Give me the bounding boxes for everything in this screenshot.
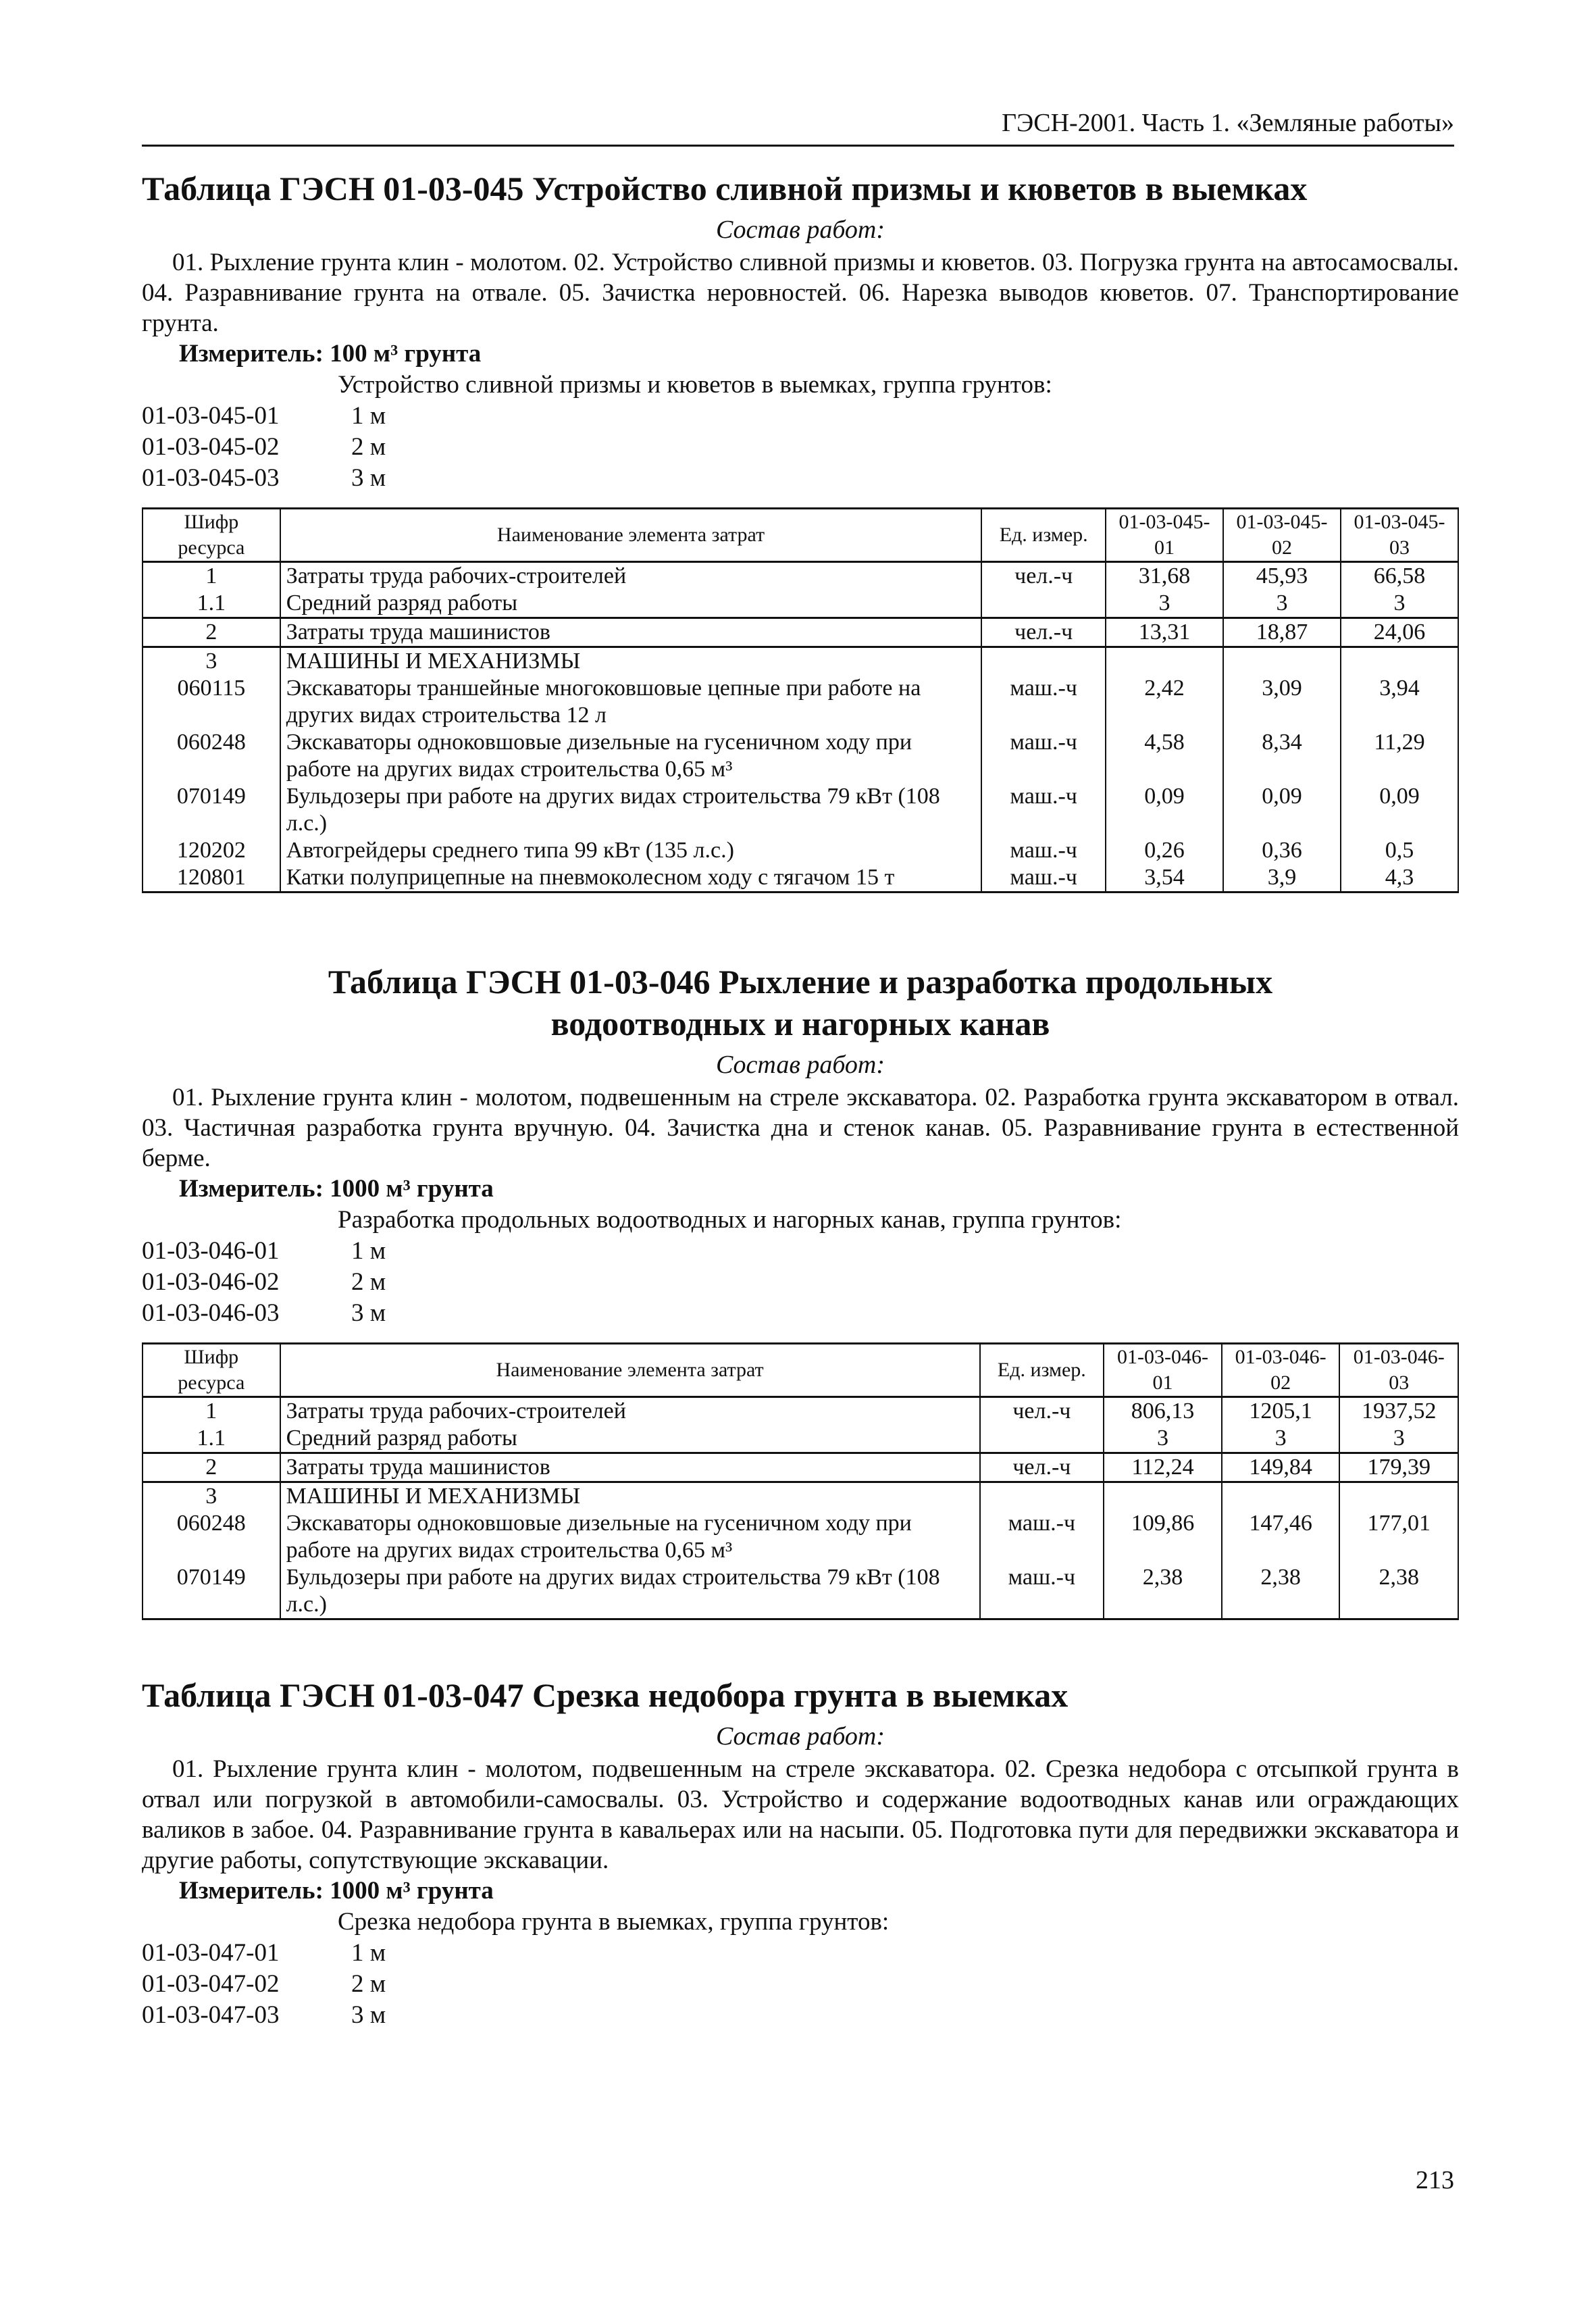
table-row [143, 562, 1458, 590]
cell-value-3: 11,29 [1341, 729, 1458, 783]
table-row [143, 590, 1458, 618]
codes-intro: Устройство сливной призмы и кюветов в выемках, группа грунтов: [338, 371, 1052, 399]
code: 01-03-047-02 [142, 1970, 280, 1998]
header-norm-1: 01-03-045-01 [1106, 509, 1223, 562]
cell-unit [981, 647, 1106, 676]
cell-value-1: 112,24 [1104, 1453, 1222, 1482]
header-resource-code: Шифр ресурса [143, 509, 280, 562]
code: 01-03-046-02 [142, 1268, 280, 1296]
running-header: ГЭСН-2001. Часть 1. «Земляные работы» [142, 108, 1454, 147]
cell-value-1: 3 [1104, 1425, 1222, 1453]
cell-value-1: 0,26 [1106, 837, 1223, 864]
codes-intro: Срезка недобора грунта в выемках, группа грунтов: [338, 1908, 890, 1936]
cell-unit: чел.-ч [981, 562, 1106, 590]
cell-value-3 [1341, 647, 1458, 676]
cell-value-3: 0,09 [1341, 783, 1458, 837]
header-resource-code: Шифр ресурса [143, 1344, 280, 1397]
cell-code: 070149 [143, 783, 280, 837]
cell-value-2: 149,84 [1222, 1453, 1340, 1482]
cell-value-2: 8,34 [1223, 729, 1341, 783]
cell-unit: чел.-ч [981, 618, 1106, 647]
cell-value-2: 1205,1 [1222, 1397, 1340, 1426]
table-header-row [143, 509, 1458, 562]
table-row [143, 1397, 1458, 1426]
code: 01-03-047-03 [142, 2001, 280, 2029]
code-row [142, 1298, 1459, 1329]
cell-unit [981, 590, 1106, 618]
section-01-03-046 [142, 961, 1459, 1620]
cell-value-3 [1339, 1482, 1458, 1511]
cell-name: Средний разряд работы [280, 1425, 980, 1453]
header-cost-element: Наименование элемента затрат [280, 509, 982, 562]
cell-value-1: 2,38 [1104, 1564, 1222, 1619]
code: 01-03-045-02 [142, 433, 280, 461]
cell-code: 070149 [143, 1564, 280, 1619]
code: 01-03-046-01 [142, 1237, 280, 1265]
code: 01-03-045-01 [142, 402, 280, 430]
soil-group: 1 м [351, 402, 386, 430]
section-01-03-047 [142, 1674, 1459, 2031]
section-title: Таблица ГЭСН 01-03-047 Срезка недобора грунта в выемках [142, 1676, 1069, 1714]
cell-unit: маш.-ч [981, 729, 1106, 783]
cell-value-1: 806,13 [1104, 1397, 1222, 1426]
cell-value-2 [1223, 647, 1341, 676]
cell-value-1: 31,68 [1106, 562, 1223, 590]
cell-name: Бульдозеры при работе на других видах строительства 79 кВт (108 л.с.) [280, 1564, 980, 1619]
cell-code: 120801 [143, 864, 280, 892]
section-title: Таблица ГЭСН 01-03-046 Рыхление и разработка продольных водоотводных и нагорных канав [328, 963, 1273, 1042]
cell-code: 1 [143, 562, 280, 590]
cell-code: 060248 [143, 729, 280, 783]
cell-unit: маш.-ч [981, 837, 1106, 864]
cell-value-2: 3,9 [1223, 864, 1341, 892]
cell-code: 1.1 [143, 590, 280, 618]
cell-name: Затраты труда машинистов [280, 618, 982, 647]
cell-code: 3 [143, 1482, 280, 1511]
section-subtitle: Состав работ: [715, 216, 885, 244]
cell-value-2: 45,93 [1223, 562, 1341, 590]
table-row [143, 1510, 1458, 1564]
cell-name: Средний разряд работы [280, 590, 982, 618]
cell-value-3: 66,58 [1341, 562, 1458, 590]
cell-unit: маш.-ч [980, 1510, 1104, 1564]
code: 01-03-047-01 [142, 1939, 280, 1967]
header-norm-3: 01-03-046-03 [1339, 1344, 1458, 1397]
measure-unit: Измеритель: 1000 м³ грунта [179, 1175, 494, 1203]
table-row [143, 675, 1458, 729]
cell-name: Затраты труда машинистов [280, 1453, 980, 1482]
cell-value-3: 2,38 [1339, 1564, 1458, 1619]
cell-name: Экскаваторы одноковшовые дизельные на гусеничном ходу при работе на других видах строительства 0,65 м³ [280, 1510, 980, 1564]
cell-value-2: 3 [1222, 1425, 1340, 1453]
cell-code: 060248 [143, 1510, 280, 1564]
table-row [143, 1453, 1458, 1482]
cell-code: 1 [143, 1397, 280, 1426]
cell-value-1: 109,86 [1104, 1510, 1222, 1564]
cell-value-1: 3,54 [1106, 864, 1223, 892]
header-norm-2: 01-03-045-02 [1223, 509, 1341, 562]
cell-unit: маш.-ч [980, 1564, 1104, 1619]
cell-value-2: 147,46 [1222, 1510, 1340, 1564]
section-subtitle: Состав работ: [715, 1051, 885, 1079]
cell-name: МАШИНЫ И МЕХАНИЗМЫ [280, 647, 982, 676]
table-row [143, 837, 1458, 864]
code-row [142, 1969, 1459, 2000]
code-row [142, 401, 1459, 432]
cell-value-1 [1104, 1482, 1222, 1511]
cell-value-3: 177,01 [1339, 1510, 1458, 1564]
soil-group: 2 м [351, 433, 386, 461]
code-row [142, 1267, 1459, 1298]
cell-code: 3 [143, 647, 280, 676]
cell-value-3: 4,3 [1341, 864, 1458, 892]
cell-unit: чел.-ч [980, 1453, 1104, 1482]
cell-unit [980, 1425, 1104, 1453]
codes-intro: Разработка продольных водоотводных и нагорных канав, группа грунтов: [338, 1206, 1122, 1234]
table-row [143, 729, 1458, 783]
table-row [143, 1482, 1458, 1511]
code-row [142, 2000, 1459, 2031]
soil-group: 3 м [351, 464, 386, 492]
header-norm-2: 01-03-046-02 [1222, 1344, 1340, 1397]
header-cost-element: Наименование элемента затрат [280, 1344, 980, 1397]
header-norm-3: 01-03-045-03 [1341, 509, 1458, 562]
cell-name: Экскаваторы одноковшовые дизельные на гусеничном ходу при работе на других видах строительства 0,65 м³ [280, 729, 982, 783]
cell-value-3: 1937,52 [1339, 1397, 1458, 1426]
cell-unit: маш.-ч [981, 675, 1106, 729]
cell-name: Катки полуприцепные на пневмоколесном ходу с тягачом 15 т [280, 864, 982, 892]
cell-name: Затраты труда рабочих-строителей [280, 1397, 980, 1426]
code-row [142, 1938, 1459, 1969]
cell-value-2: 0,36 [1223, 837, 1341, 864]
cell-code: 060115 [143, 675, 280, 729]
header-norm-1: 01-03-046-01 [1104, 1344, 1222, 1397]
work-description: 01. Рыхление грунта клин - молотом, подвешенным на стреле экскаватора. 02. Срезка недобора с отсыпкой грунта в отвал или погрузкой в автомобили-самосвалы. 03. Устройство и содержание водоотводных канав или ограждающих валиков в забое. 04. Разравнивание грунта в кавальерах или на насыпи. 05. Подготовка пути для передвижки экскаватора и другие работы, сопутствующие экскавации. [142, 1755, 1459, 1874]
work-description: 01. Рыхление грунта клин - молотом. 02. Устройство сливной призмы и кюветов. 03. Погрузка грунта на автосамосвалы. 04. Разравнивание грунта на отвале. 05. Зачистка неровностей. 06. Нарезка выводов кюветов. 07. Транспортирование грунта. [142, 249, 1459, 337]
section-subtitle: Состав работ: [715, 1722, 885, 1751]
soil-group: 2 м [351, 1970, 386, 1998]
norm-table [142, 1342, 1459, 1620]
table-header-row [143, 1344, 1458, 1397]
table-row [143, 1425, 1458, 1453]
table-row [143, 618, 1458, 647]
cell-value-2 [1222, 1482, 1340, 1511]
cell-value-2: 0,09 [1223, 783, 1341, 837]
soil-group: 2 м [351, 1268, 386, 1296]
cell-value-1: 2,42 [1106, 675, 1223, 729]
cell-value-1: 3 [1106, 590, 1223, 618]
cell-value-3: 3,94 [1341, 675, 1458, 729]
cell-value-3: 179,39 [1339, 1453, 1458, 1482]
page-number: 213 [1416, 2166, 1454, 2194]
soil-group: 1 м [351, 1237, 386, 1265]
cell-unit: маш.-ч [981, 864, 1106, 892]
norm-table [142, 507, 1459, 893]
cell-value-3: 24,06 [1341, 618, 1458, 647]
table-row [143, 647, 1458, 676]
section-01-03-045 [142, 168, 1459, 893]
header-unit: Ед. измер. [980, 1344, 1104, 1397]
cell-name: Экскаваторы траншейные многоковшовые цепные при работе на других видах строительства 12 л [280, 675, 982, 729]
cell-value-2: 3,09 [1223, 675, 1341, 729]
measure-unit: Измеритель: 100 м³ грунта [179, 340, 482, 368]
section-title: Таблица ГЭСН 01-03-045 Устройство сливной призмы и кюветов в выемках [142, 170, 1308, 207]
soil-group: 3 м [351, 1299, 386, 1327]
cell-value-1 [1106, 647, 1223, 676]
soil-group: 3 м [351, 2001, 386, 2029]
cell-name: Затраты труда рабочих-строителей [280, 562, 982, 590]
cell-code: 2 [143, 1453, 280, 1482]
code: 01-03-046-03 [142, 1299, 280, 1327]
work-description: 01. Рыхление грунта клин - молотом, подвешенным на стреле экскаватора. 02. Разработка грунта экскаватором в отвал. 03. Частичная разработка грунта вручную. 04. Зачистка дна и стенок канав. 05. Разравнивание грунта в естественной берме. [142, 1084, 1459, 1172]
cell-unit: чел.-ч [980, 1397, 1104, 1426]
header-unit: Ед. измер. [981, 509, 1106, 562]
cell-code: 120202 [143, 837, 280, 864]
cell-value-2: 2,38 [1222, 1564, 1340, 1619]
code-row [142, 1236, 1459, 1267]
cell-value-3: 0,5 [1341, 837, 1458, 864]
table-row [143, 1564, 1458, 1619]
cell-value-2: 18,87 [1223, 618, 1341, 647]
measure-unit: Измеритель: 1000 м³ грунта [179, 1877, 494, 1905]
cell-code: 1.1 [143, 1425, 280, 1453]
code: 01-03-045-03 [142, 464, 280, 492]
cell-name: МАШИНЫ И МЕХАНИЗМЫ [280, 1482, 980, 1511]
cell-value-1: 0,09 [1106, 783, 1223, 837]
cell-value-2: 3 [1223, 590, 1341, 618]
cell-code: 2 [143, 618, 280, 647]
cell-name: Автогрейдеры среднего типа 99 кВт (135 л.с.) [280, 837, 982, 864]
soil-group: 1 м [351, 1939, 386, 1967]
table-row [143, 864, 1458, 892]
cell-value-1: 13,31 [1106, 618, 1223, 647]
cell-value-3: 3 [1341, 590, 1458, 618]
cell-unit: маш.-ч [981, 783, 1106, 837]
code-row [142, 432, 1459, 463]
code-row [142, 463, 1459, 494]
cell-name: Бульдозеры при работе на других видах строительства 79 кВт (108 л.с.) [280, 783, 982, 837]
cell-value-3: 3 [1339, 1425, 1458, 1453]
cell-value-1: 4,58 [1106, 729, 1223, 783]
table-row [143, 783, 1458, 837]
cell-unit [980, 1482, 1104, 1511]
